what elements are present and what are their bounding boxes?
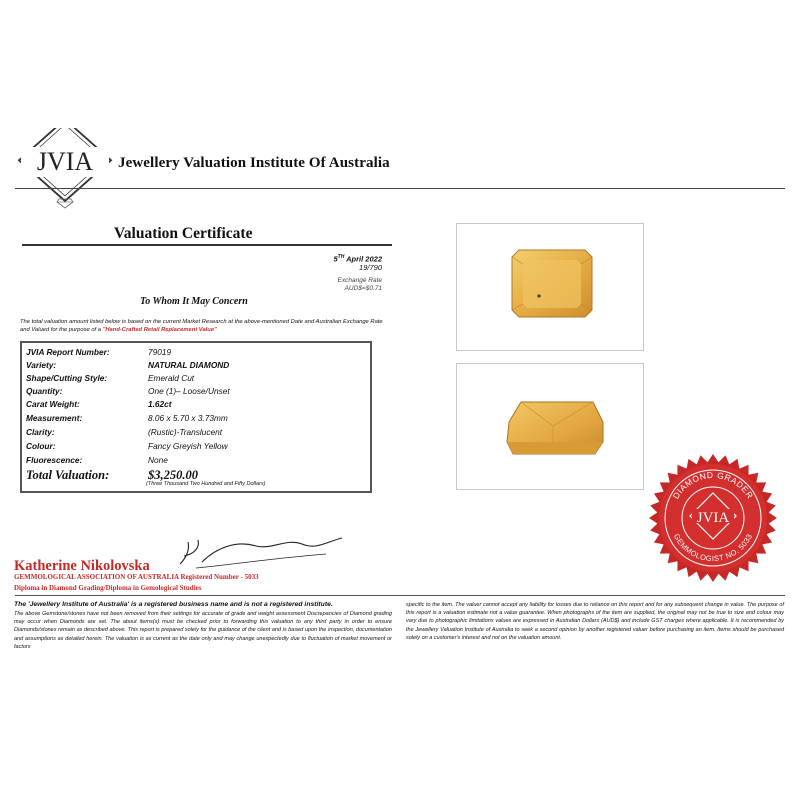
diamond-grader-seal: [648, 453, 778, 583]
logo-text: JVIA: [36, 147, 94, 176]
valuer-signature: [176, 528, 346, 578]
title-underline: [22, 244, 392, 246]
gem-photo-top: [456, 223, 644, 351]
valuation-details-box: JVIA Report Number: 79019 Variety: NATURAL DIAMOND Shape/Cutting Style: Emerald Cut Quantity: One (1)– Loose/Unset Carat Weight: 1.62ct Measurement: 8.06 x 5.70 x 3.73mm Clarity: (Rustic)-Translucent Colour: Fancy Greyish Yellow Fluorescence: None Total Valuation: $3,250.00: [20, 341, 372, 493]
total-in-words: (Three Thousand Two Hundred and Fifty Dollars): [146, 481, 266, 487]
certificate-title: Valuation Certificate: [114, 225, 253, 242]
disclaimer-right: specific to the item. The valuer cannot accept any liability for losses due to reliance on this report and for any subsequent change in value. The purpose of this report is a valuation estimate not a value guarantee. When photographs of the item are supplied, the original may not be true to size and colour may vary due to photographic limitations values are expressed in Australian Dollars (AUD$) and include GST charges where applicable. It is recommended by the Jewellery Valuation Institute of Australia to seek a second opinion by another registered valuer before purchasing an item. Items should be purchased solely on a customer's interest and not on the valuation amount.: [406, 602, 784, 641]
valuer-credential-gaa: GEMMOLOGICAL ASSOCIATION OF AUSTRALIA Registered Number - 5033: [14, 573, 259, 581]
purpose-highlight: "Hand-Crafted Retail Replacement Value": [102, 326, 217, 333]
intro-text: The total valuation amount listed below is based on the current Market Research at the above-mentioned Date and Australian Exchange Rate and Valued for the purpose of a "Hand-Crafted Retail Replacement Value": [20, 319, 383, 333]
certificate-ref: 19/790: [359, 263, 382, 272]
certificate-date: 5TH April 2022: [333, 254, 382, 264]
salutation: To Whom It May Concern: [140, 296, 248, 307]
total-valuation-amount: $3,250.00: [148, 468, 198, 482]
valuer-credential-diploma: Diploma in Diamond Grading/Diploma in Gemological Studies: [14, 584, 202, 592]
svg-text:GEMMOLOGIST NO. 5033: GEMMOLOGIST NO. 5033: [671, 532, 755, 564]
disclaimer-left: The above Gemstone/stones have not been removed from their settings for accurate of grade and weight assessment Discrepancies of Diamond grading may occur when Diamonds are set. The about items(s) must be checked prior to forwarding this valuation to any third party in order to ensure Diamonds/stones remain as described above. This report is prepared solely for the guidance of the client and is based upon the inspection, documentation and assumptions as detailed herein. The valuation is as current as the date only and may change unexpectedly due to fluctuation of market movement or factors: [14, 611, 392, 650]
svg-text:DIAMOND GRADER: DIAMOND GRADER: [670, 469, 756, 501]
exchange-rate: Exchange Rate AUD$=$0.71: [337, 277, 382, 292]
disclaimer-heading: The 'Jewellery Institute of Australia' is a registered business name and is not a registered institute.: [14, 601, 333, 608]
footer-divider: [15, 595, 785, 596]
valuer-name: Katherine Nikolovska: [14, 558, 150, 574]
gem-photo-side: [456, 363, 644, 490]
org-name: Jewellery Valuation Institute Of Australia: [118, 155, 390, 171]
jvia-logo: [15, 128, 115, 210]
emerald-cut-top-view: [457, 224, 643, 350]
seal-center-text: JVIA: [696, 510, 730, 526]
header-divider: [15, 188, 785, 189]
emerald-cut-side-view: [457, 364, 643, 489]
